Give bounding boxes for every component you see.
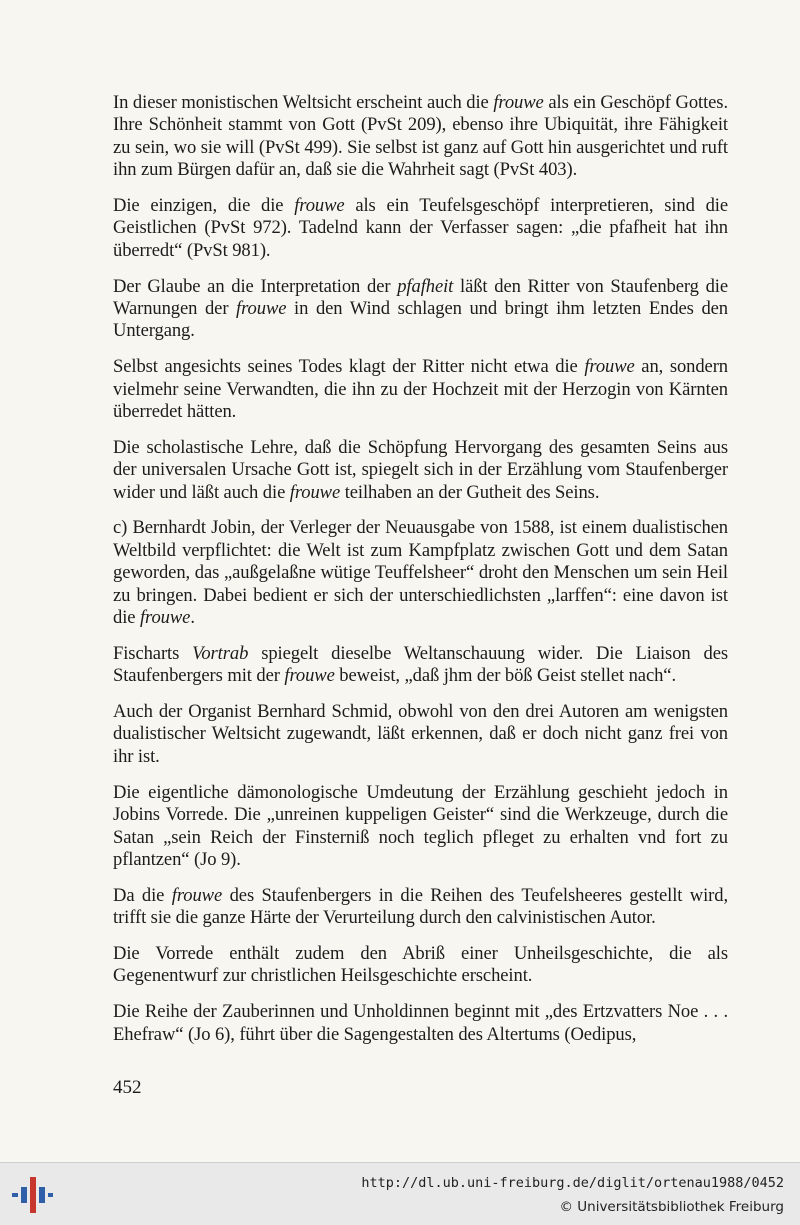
paragraph — [113, 276, 728, 343]
text-run: Auch der Organist Bernhard Schmid, obwohl von den drei Autoren am wenigsten dualistischer Weltsicht zugewandt, läßt erkennen, daß er doch nicht ganz frei von ihr ist. — [113, 701, 728, 767]
paragraph — [113, 437, 728, 504]
paragraph — [113, 885, 728, 930]
text-run: Fischarts — [113, 642, 193, 664]
italic-term: frouwe — [289, 481, 341, 503]
italic-term: frouwe — [171, 884, 223, 906]
italic-term: frouwe — [284, 665, 335, 687]
text-run: Die scholastische Lehre, daß die Schöpfung Hervorgang des gesamten Seins aus der universalen Ursache Gott ist, spiegelt sich in der Erzählung vom Staufenberger wider und läßt auch die — [113, 436, 728, 503]
paragraph — [113, 701, 728, 768]
text-run: beweist, „daß jhm der böß Geist stellet nach“. — [334, 665, 676, 687]
paragraph — [113, 782, 728, 872]
text-run: als ein Teufelsgeschöpf interpretieren, sind die Geistlichen (PvSt 972). Tadelnd kann der Verfasser sagen: „die pfafheit hat ihn überredt“ (PvSt 981). — [113, 195, 728, 261]
text-run: in den Wind schlagen und bringt ihm letzten Endes den Untergang. — [113, 298, 728, 342]
text-run: des Staufenbergers in die Reihen des Teufelsheeres gestellt wird, trifft sie die ganze Härte der Verurteilung durch den calvinistischen Autor. — [113, 884, 729, 929]
text-run: als ein Geschöpf Gottes. Ihre Schönheit stammt von Gott (PvSt 209), ebenso ihre Ubiquität, ihre Fähigkeit zu sein, wo sie will (PvSt 499). Sie selbst ist ganz auf Gott hin ausgerichtet und ruft ihn zum Bürgen dafür an, daß sie die Wahrheit sagt (PvSt 403). — [113, 92, 728, 181]
paragraph — [113, 195, 728, 262]
text-run: Da die — [113, 884, 172, 906]
paragraph — [113, 517, 728, 629]
paragraph — [113, 92, 728, 182]
italic-term: frouwe — [294, 195, 345, 217]
italic-term: pfafheit — [397, 275, 454, 297]
text-run: Die eigentliche dämonologische Umdeutung der Erzählung geschieht jedoch in Jobins Vorrede. Die „unreinen kuppeligen Geister“ sind die Werkzeuge, durch die Satan „sein Reich der Finsterniß noch teglich pfleget zu erhalten vnd fort zu pflantzen“ (Jo 9). — [113, 781, 728, 870]
text-run: Die Vorrede enthält zudem den Abriß einer Unheilsgeschichte, die als Gegenentwurf zur christlichen Heilsgeschichte erscheint. — [113, 942, 728, 987]
text-run: Selbst angesichts seines Todes klagt der Ritter nicht etwa die — [113, 356, 585, 378]
text-run: spiegelt dieselbe Weltanschauung wider. Die Liaison des Staufenbergers mit der — [113, 642, 728, 687]
ub-freiburg-logo-icon[interactable] — [10, 1173, 54, 1217]
text-run: teilhaben an der Gutheit des Seins. — [340, 481, 600, 503]
paragraph — [113, 943, 728, 988]
page-number: 452 — [113, 1077, 142, 1098]
text-run: Die Reihe der Zauberinnen und Unholdinnen beginnt mit „des Ertzvatters Noe . . . Ehefraw“ (Jo 6), führt über die Sagengestalten des Altertums (Oedipus, — [113, 1001, 728, 1045]
italic-term: frouwe — [584, 356, 635, 378]
italic-term: Vortrab — [192, 642, 249, 664]
text-run: . — [190, 607, 195, 629]
paragraph — [113, 1001, 728, 1046]
body-text — [113, 92, 728, 1059]
italic-term: frouwe — [493, 92, 544, 113]
source-url[interactable]: http://dl.ub.uni-freiburg.de/diglit/ortenau1988/0452 — [361, 1175, 784, 1191]
footer-bar — [0, 1162, 800, 1225]
paragraph — [113, 643, 728, 688]
text-run: In dieser monistischen Weltsicht erscheint auch die — [113, 92, 494, 113]
text-run: Die einzigen, die die — [113, 195, 295, 217]
text-run: läßt den Ritter von Staufenberg die Warnungen der — [113, 275, 728, 320]
copyright-text: © Universitätsbibliothek Freiburg — [559, 1199, 784, 1215]
text-run: Der Glaube an die Interpretation der — [113, 275, 398, 297]
italic-term: frouwe — [139, 607, 191, 629]
paragraph — [113, 356, 728, 423]
text-run: c) Bernhardt Jobin, der Verleger der Neuausgabe von 1588, ist einem dualistischen Weltbild verpflichtet: die Welt ist zum Kampfplatz zwischen Gott und dem Satan geworden, das „außgelaßne wütige Teuffelsheer“ droht den Menschen um sein Heil zu bringen. Dabei bedient er sich der unterschiedlichsten „larffen“: eine davon ist die — [113, 517, 728, 629]
text-run: an, sondern vielmehr seine Verwandten, die ihn zu der Hochzeit mit der Herzogin von Kärnten überredet hätten. — [113, 356, 728, 423]
italic-term: frouwe — [236, 298, 287, 320]
